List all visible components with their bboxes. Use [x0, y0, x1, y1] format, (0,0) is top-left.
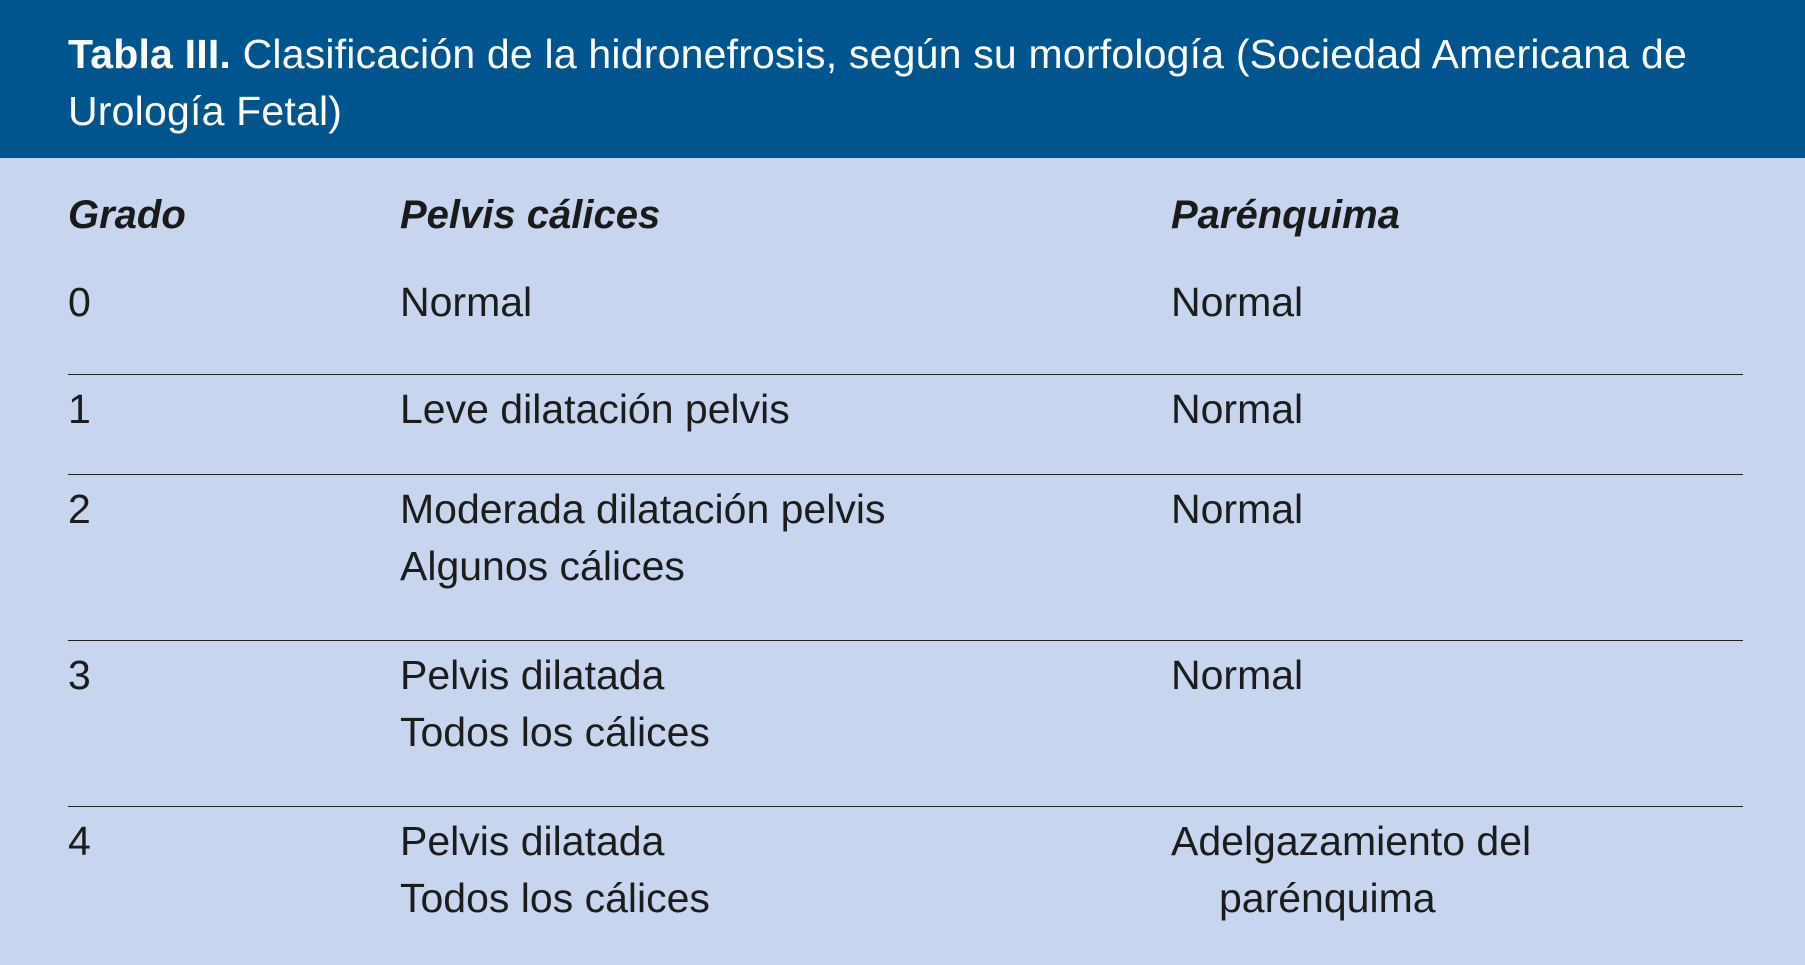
- parenquima-line: Normal: [1171, 386, 1304, 432]
- parenquima-line: Normal: [1171, 486, 1304, 532]
- grado-cell: 1: [68, 386, 91, 432]
- pelvis-calices-line: Normal: [400, 279, 533, 325]
- pelvis-calices-cell: [400, 274, 1171, 331]
- pelvis-calices-line: Leve dilatación pelvis: [400, 386, 790, 432]
- table-row: [68, 807, 1743, 947]
- parenquima-cell: [1171, 813, 1743, 927]
- grado-cell: 0: [68, 279, 91, 325]
- parenquima-line: Normal: [1171, 279, 1304, 325]
- pelvis-calices-line: Moderada dilatación pelvis: [400, 486, 886, 532]
- table-header-band: [0, 0, 1805, 158]
- pelvis-calices-cell: [400, 647, 1171, 761]
- table-title: [68, 26, 1737, 140]
- column-header-pelvis-calices: Pelvis cálices: [400, 193, 661, 237]
- grado-cell: 4: [68, 818, 91, 864]
- pelvis-calices-line: Todos los cálices: [400, 875, 710, 921]
- table-title-label: Tabla III.: [68, 31, 231, 77]
- table-title-text: Clasificación de la hidronefrosis, según su morfología (Sociedad Americana de Urología Fetal): [68, 31, 1687, 134]
- pelvis-calices-line: Pelvis dilatada: [400, 652, 665, 698]
- table-row: [68, 475, 1743, 641]
- parenquima-line: Adelgazamiento del: [1171, 818, 1532, 864]
- parenquima-cell: [1171, 647, 1743, 704]
- pelvis-calices-cell: [400, 481, 1171, 595]
- parenquima-cell: [1171, 274, 1743, 331]
- pelvis-calices-cell: [400, 813, 1171, 927]
- pelvis-calices-cell: [400, 381, 1171, 438]
- grado-cell: 2: [68, 486, 91, 532]
- column-header-parenquima: Parénquima: [1171, 193, 1400, 237]
- parenquima-cell: [1171, 481, 1743, 538]
- pelvis-calices-line: Todos los cálices: [400, 709, 710, 755]
- pelvis-calices-line: Pelvis dilatada: [400, 818, 665, 864]
- table-header-row: [68, 188, 1743, 274]
- parenquima-line: Normal: [1171, 652, 1304, 698]
- grado-cell: 3: [68, 652, 91, 698]
- table-row: [68, 274, 1743, 375]
- parenquima-line: parénquima: [1219, 875, 1436, 921]
- parenquima-cell: [1171, 381, 1743, 438]
- table-row: [68, 375, 1743, 475]
- column-header-grado: Grado: [68, 193, 186, 237]
- table-row: [68, 641, 1743, 807]
- classification-table: [68, 188, 1743, 947]
- pelvis-calices-line: Algunos cálices: [400, 543, 685, 589]
